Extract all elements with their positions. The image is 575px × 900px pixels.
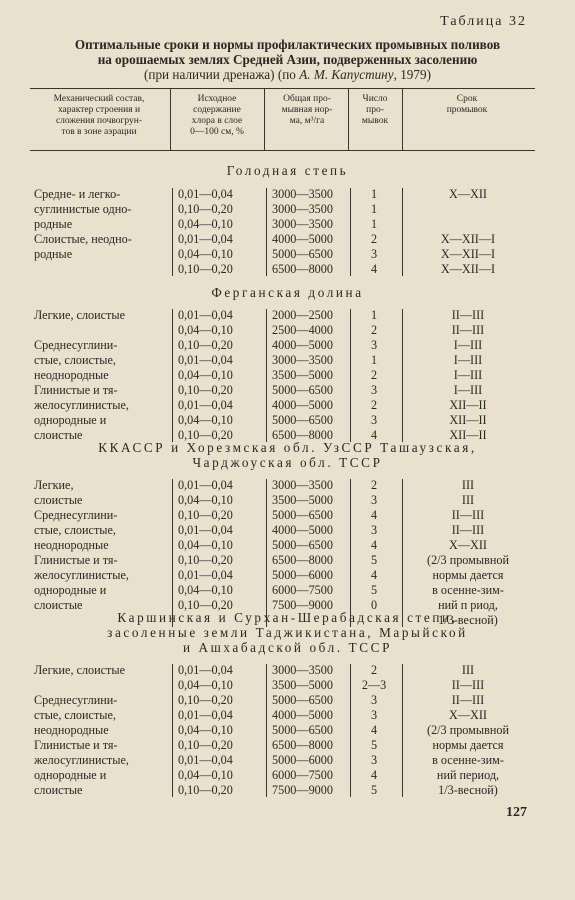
count-value: 2 [370,398,378,412]
soil-label: желосуглинистые, [34,568,129,582]
chlorine-value: 0,04—0,10 [178,413,233,427]
chlorine-value: 0,10—0,20 [178,693,233,707]
norm-value: 6500—8000 [272,262,333,276]
table-title-line2: на орошаемых землях Средней Азии, подверженных засолению [97,52,478,67]
header-divider [264,88,265,150]
chlorine-value: 0,10—0,20 [178,508,233,522]
count-value: 5 [370,738,378,752]
norm-value: 5000—6500 [272,413,333,427]
header-norm: Общая про- мывная нор- ма, м³/га [281,94,333,126]
count-value: 5 [370,553,378,567]
norm-value: 2500—4000 [272,323,333,337]
header-chlorine: Исходное содержание хлора в слое 0—100 см, % [190,94,244,137]
norm-value: 3000—3500 [272,663,333,677]
soil-label: стые, слоистые, [34,353,116,367]
count-value: 1 [370,353,378,367]
term-value: II—III [451,693,485,707]
section-title: Голодная степь [226,163,349,178]
term-value: II—III [451,523,485,537]
count-value: 4 [370,508,378,522]
chlorine-value: 0,04—0,10 [178,368,233,382]
term-value: II—III [451,508,485,522]
section-title: Каршинская и Сурхан-Шерабадская степи, [117,610,458,625]
norm-value: 5000—6500 [272,538,333,552]
term-value: I—III [453,338,483,352]
chlorine-value: 0,01—0,04 [178,187,233,201]
header-bottom-rule [30,150,535,151]
table-label: Таблица 32 [440,14,527,29]
term-value: X—XII—I [440,262,496,276]
term-value: III [461,493,475,507]
term-value: III [461,478,475,492]
soil-label: слоистые [34,428,83,442]
chlorine-value: 0,10—0,20 [178,202,233,216]
column-divider [172,188,173,276]
norm-value: 3000—3500 [272,187,333,201]
section-title: засоленные земли Таджикистана, Марыйской [107,625,468,640]
norm-value: 2000—2500 [272,308,333,322]
norm-value: 6500—8000 [272,553,333,567]
count-value: 4 [370,262,378,276]
soil-label: Глинистые и тя- [34,383,118,397]
count-value: 2 [370,663,378,677]
soil-label: желосуглинистые, [34,398,129,412]
soil-label: Глинистые и тя- [34,738,118,752]
count-value: 2 [370,323,378,337]
header-divider [170,88,171,150]
chlorine-value: 0,01—0,04 [178,568,233,582]
soil-label: Среднесуглини- [34,338,118,352]
norm-value: 7500—9000 [272,783,333,797]
norm-value: 3000—3500 [272,202,333,216]
chlorine-value: 0,01—0,04 [178,232,233,246]
count-value: 1 [370,308,378,322]
chlorine-value: 0,01—0,04 [178,753,233,767]
count-value: 1 [370,202,378,216]
count-value: 3 [370,693,378,707]
soil-label: Слоистые, неодно- [34,232,132,246]
term-value: X—XII—I [440,247,496,261]
table-top-rule [30,88,535,89]
soil-label: однородные и [34,768,107,782]
column-divider [350,664,351,797]
term-value: нормы дается [432,568,504,582]
header-divider [402,88,403,150]
chlorine-value: 0,04—0,10 [178,538,233,552]
soil-label: Глинистые и тя- [34,553,118,567]
term-value: ний период, [436,768,500,782]
chlorine-value: 0,04—0,10 [178,493,233,507]
term-value: ний п риод, [438,598,498,612]
column-divider [172,664,173,797]
chlorine-value: 0,10—0,20 [178,783,233,797]
term-value: нормы дается [432,738,504,752]
header-term: Срок промывок [446,94,488,115]
chlorine-value: 0,01—0,04 [178,308,233,322]
page-number: 127 [506,805,527,820]
header-count: Число про- мывок [361,94,389,126]
soil-label: родные [34,217,73,231]
column-divider [172,479,173,627]
count-value: 3 [370,708,378,722]
term-value: I—III [453,383,483,397]
count-value: 2 [370,232,378,246]
term-value: XII—II [449,398,487,412]
soil-label: Среднесуглини- [34,508,118,522]
norm-value: 5000—6500 [272,508,333,522]
norm-value: 3500—5000 [272,493,333,507]
term-value: X—XII [449,538,487,552]
norm-value: 3000—3500 [272,217,333,231]
chlorine-value: 0,10—0,20 [178,428,233,442]
soil-label: неоднородные [34,723,109,737]
norm-value: 5000—6000 [272,568,333,582]
term-value: (2/3 промывной [427,723,509,737]
soil-label: слоистые [34,783,83,797]
norm-value: 5000—6000 [272,753,333,767]
count-value: 1 [370,217,378,231]
chlorine-value: 0,04—0,10 [178,247,233,261]
soil-label: желосуглинистые, [34,753,129,767]
term-value: III [461,663,475,677]
count-value: 2 [370,478,378,492]
term-value: 1/3-весной) [438,783,498,797]
term-value: X—XII [449,708,487,722]
chlorine-value: 0,01—0,04 [178,353,233,367]
norm-value: 7500—9000 [272,598,333,612]
count-value: 4 [370,768,378,782]
count-value: 3 [370,338,378,352]
term-value: (2/3 промывной [427,553,509,567]
column-divider [402,309,403,442]
norm-value: 6500—8000 [272,428,333,442]
section-title: Чарджоуская обл. ТССР [192,455,383,470]
norm-value: 4000—5000 [272,338,333,352]
term-value: X—XII [449,187,487,201]
norm-value: 3500—5000 [272,678,333,692]
norm-value: 6500—8000 [272,738,333,752]
table-title-line1: Оптимальные сроки и нормы профилактических промывных поливов [74,37,501,52]
count-value: 3 [370,413,378,427]
norm-value: 6000—7500 [272,583,333,597]
count-value: 4 [370,568,378,582]
norm-value: 4000—5000 [272,708,333,722]
norm-value: 5000—6500 [272,723,333,737]
norm-value: 6000—7500 [272,768,333,782]
count-value: 3 [370,753,378,767]
norm-value: 4000—5000 [272,523,333,537]
term-value: в осенне-зим- [432,583,504,597]
section-title: ККАССР и Хорезмская обл. УзССР Ташаузская, [98,440,477,455]
chlorine-value: 0,04—0,10 [178,323,233,337]
norm-value: 4000—5000 [272,232,333,246]
count-value: 5 [370,783,378,797]
column-divider [402,188,403,276]
section-title: и Ашхабадской обл. ТССР [182,640,393,655]
column-divider [402,479,403,627]
term-value: I—III [453,368,483,382]
count-value: 1 [370,187,378,201]
count-value: 4 [370,723,378,737]
term-value: II—III [451,323,485,337]
soil-label: однородные и [34,583,107,597]
chlorine-value: 0,10—0,20 [178,383,233,397]
soil-label: неоднородные [34,538,109,552]
chlorine-value: 0,04—0,10 [178,217,233,231]
term-value: II—III [451,308,485,322]
column-divider [172,309,173,442]
header-divider [348,88,349,150]
count-value: 4 [370,428,378,442]
count-value: 3 [370,383,378,397]
column-divider [350,479,351,627]
column-divider [402,664,403,797]
count-value: 0 [370,598,378,612]
chlorine-value: 0,01—0,04 [178,663,233,677]
chlorine-value: 0,01—0,04 [178,708,233,722]
column-divider [350,188,351,276]
term-value: X—XII—I [440,232,496,246]
norm-value: 3000—3500 [272,353,333,367]
chlorine-value: 0,10—0,20 [178,338,233,352]
soil-label: стые, слоистые, [34,708,116,722]
term-value: XII—II [449,428,487,442]
chlorine-value: 0,04—0,10 [178,583,233,597]
chlorine-value: 0,04—0,10 [178,723,233,737]
soil-label: слоистые [34,598,83,612]
soil-label: Легкие, [34,478,74,492]
chlorine-value: 0,04—0,10 [178,678,233,692]
term-value: I—III [453,353,483,367]
norm-value: 5000—6500 [272,693,333,707]
chlorine-value: 0,10—0,20 [178,738,233,752]
term-value: 1/3-весной) [438,613,498,627]
chlorine-value: 0,01—0,04 [178,398,233,412]
count-value: 2—3 [361,678,387,692]
soil-label: Легкие, слоистые [34,308,125,322]
term-value: XII—II [449,413,487,427]
norm-value: 5000—6500 [272,247,333,261]
header-soil: Механический состав, характер строения и сложения почвогрун- тов в зоне аэрации [53,94,145,137]
count-value: 3 [370,493,378,507]
count-value: 2 [370,368,378,382]
soil-label: стые, слоистые, [34,523,116,537]
chlorine-value: 0,10—0,20 [178,262,233,276]
soil-label: Среднесуглини- [34,693,118,707]
count-value: 5 [370,583,378,597]
soil-label: Средне- и легко- [34,187,121,201]
soil-label: родные [34,247,73,261]
norm-value: 5000—6500 [272,383,333,397]
chlorine-value: 0,04—0,10 [178,768,233,782]
norm-value: 4000—5000 [272,398,333,412]
term-value: в осенне-зим- [432,753,504,767]
table-title-line3: (при наличии дренажа) (по А. М. Капустину, 1979) [144,67,431,82]
norm-value: 3000—3500 [272,478,333,492]
count-value: 4 [370,538,378,552]
column-divider [266,479,267,627]
soil-label: суглинистые одно- [34,202,132,216]
column-divider [266,309,267,442]
soil-label: Легкие, слоистые [34,663,125,677]
count-value: 3 [370,523,378,537]
term-value: II—III [451,678,485,692]
count-value: 3 [370,247,378,261]
soil-label: однородные и [34,413,107,427]
section-title: Ферганская долина [211,285,364,300]
chlorine-value: 0,10—0,20 [178,598,233,612]
chlorine-value: 0,10—0,20 [178,553,233,567]
soil-label: неоднородные [34,368,109,382]
norm-value: 3500—5000 [272,368,333,382]
column-divider [350,309,351,442]
column-divider [266,664,267,797]
chlorine-value: 0,01—0,04 [178,523,233,537]
chlorine-value: 0,01—0,04 [178,478,233,492]
column-divider [266,188,267,276]
soil-label: слоистые [34,493,83,507]
